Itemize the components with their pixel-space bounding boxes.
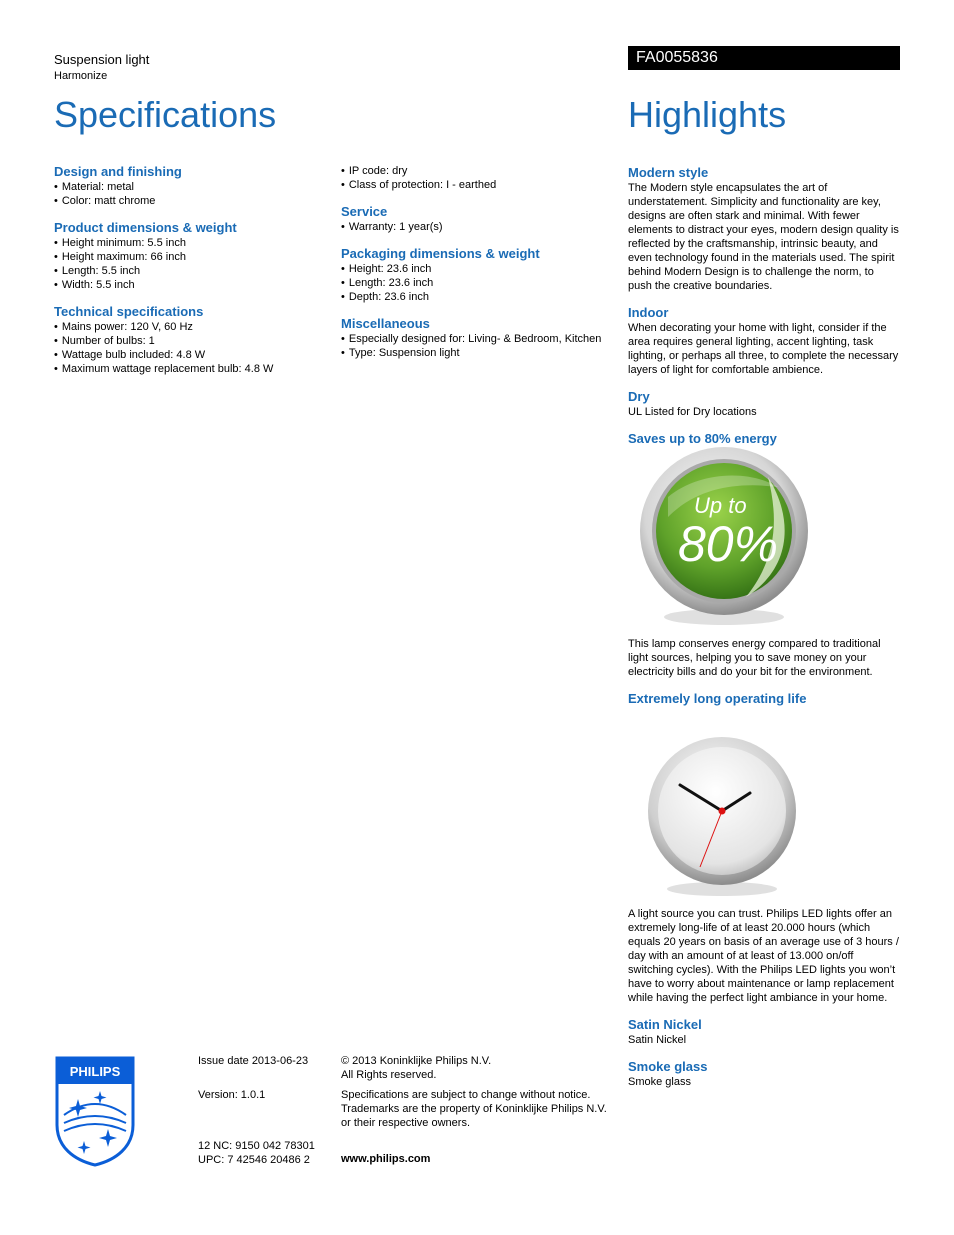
spec-section-title: Service [341,204,388,219]
highlight-title-dry: Dry [628,389,650,404]
specifications-title: Specifications [54,94,277,135]
spec-section [54,220,334,292]
spec-section-title: Packaging dimensions & weight [341,246,540,261]
upc-code: UPC: 7 42546 20486 2 [198,1154,310,1166]
highlight-text-dry: UL Listed for Dry locations [628,406,757,418]
spec-item: • Color: matt chrome [54,194,334,208]
spec-item: • Mains power: 120 V, 60 Hz [54,320,334,334]
highlight-title-satin: Satin Nickel [628,1017,702,1032]
spec-section [54,304,334,376]
specs-mid-column [341,164,621,372]
spec-section [54,164,334,208]
product-codes [198,1139,333,1167]
spec-section [341,204,621,234]
spec-item: • Length: 5.5 inch [54,264,334,278]
highlight-title-energy: Saves up to 80% energy [628,431,777,446]
spec-item: • Type: Suspension light [341,346,621,360]
spec-section [341,316,621,360]
spec-item: • Number of bulbs: 1 [54,334,334,348]
badge-line-2: 80% [678,516,779,572]
website-link[interactable]: www.philips.com [341,1153,431,1165]
spec-item: • Class of protection: I - earthed [341,178,621,192]
issue-date: Issue date 2013-06-23 [198,1055,309,1067]
product-type: Suspension light [54,52,150,67]
spec-item: • Length: 23.6 inch [341,276,621,290]
highlight-text-satin: Satin Nickel [628,1034,687,1046]
philips-logo-text: PHILIPS [69,1064,121,1079]
highlight-title-modern: Modern style [628,165,709,180]
spec-item: • Height: 23.6 inch [341,262,621,276]
highlight-title-life: Extremely long operating life [628,691,807,706]
highlights-column [628,165,900,1101]
highlight-text-modern: The Modern style encapsulates the art of understatement. Simplicity and functionality are key, designs are often stark and minimal. With fewer elements to distract your eyes, modern design quality is reflected by the craftsmanship, intrinsic beauty, and even technology found in the materials used. The spirit behind Modern Design is to challenge the norm, to push the creative boundaries. [628,182,899,292]
spec-section-title: Miscellaneous [341,316,430,331]
nc-code: 12 NC: 9150 042 78301 [198,1140,315,1152]
philips-shield-logo [54,1055,136,1167]
spec-item: • Especially designed for: Living- & Bedroom, Kitchen [341,332,621,346]
highlight-text-life: A light source you can trust. Philips LED lights offer an extremely long-life of at least 20.000 hours (which equals 20 years on basis of an average use of 3 hours / day with an amount of at least of 13.000 on/off switching cycles). With the Philips LED lights you won’t have to worry about maintenance or lamp replacement while having the perfect light ambiance in your home. [628,908,899,1004]
spec-notice: Specifications are subject to change without notice. Trademarks are the property of Koninklijke Philips N.V. or their respective owners. [341,1089,607,1129]
spec-item: • IP code: dry [341,164,621,178]
highlights-title: Highlights [628,94,787,135]
spec-section-title: Design and finishing [54,164,182,179]
spec-item: • Height maximum: 66 inch [54,250,334,264]
energy-badge-icon [628,447,900,637]
rights-line: All Rights reserved. [341,1069,437,1081]
spec-item: • Material: metal [54,180,334,194]
highlight-text-smoke: Smoke glass [628,1076,691,1088]
spec-section [341,246,621,304]
spec-section-title: Technical specifications [54,304,204,319]
highlight-text-indoor: When decorating your home with light, consider if the area requires general lighting, accent lighting, task lighting, or perhaps all three, to complete the necessary layers of light for comfortable ambience. [628,322,899,376]
spec-section-title: Product dimensions & weight [54,220,237,235]
clock-icon [628,707,900,907]
highlight-title-indoor: Indoor [628,305,669,320]
spec-item: • Warranty: 1 year(s) [341,220,621,234]
spec-item: • Width: 5.5 inch [54,278,334,292]
product-code-bar: FA0055836 [628,46,900,70]
highlight-text-energy: This lamp conserves energy compared to traditional light sources, helping you to save money on your electricity bills and do your bit for the environment. [628,638,881,678]
spec-item: • Maximum wattage replacement bulb: 4.8 W [54,362,334,376]
copyright [341,1054,611,1082]
highlight-title-smoke: Smoke glass [628,1059,708,1074]
version: Version: 1.0.1 [198,1089,266,1101]
copyright-line: © 2013 Koninklijke Philips N.V. [341,1055,492,1067]
spec-item: • Wattage bulb included: 4.8 W [54,348,334,362]
specs-left-column [54,164,334,388]
spec-item: • Depth: 23.6 inch [341,290,621,304]
badge-line-1: Up to [694,493,747,518]
spec-item: • Height minimum: 5.5 inch [54,236,334,250]
product-name: Harmonize [54,70,108,82]
